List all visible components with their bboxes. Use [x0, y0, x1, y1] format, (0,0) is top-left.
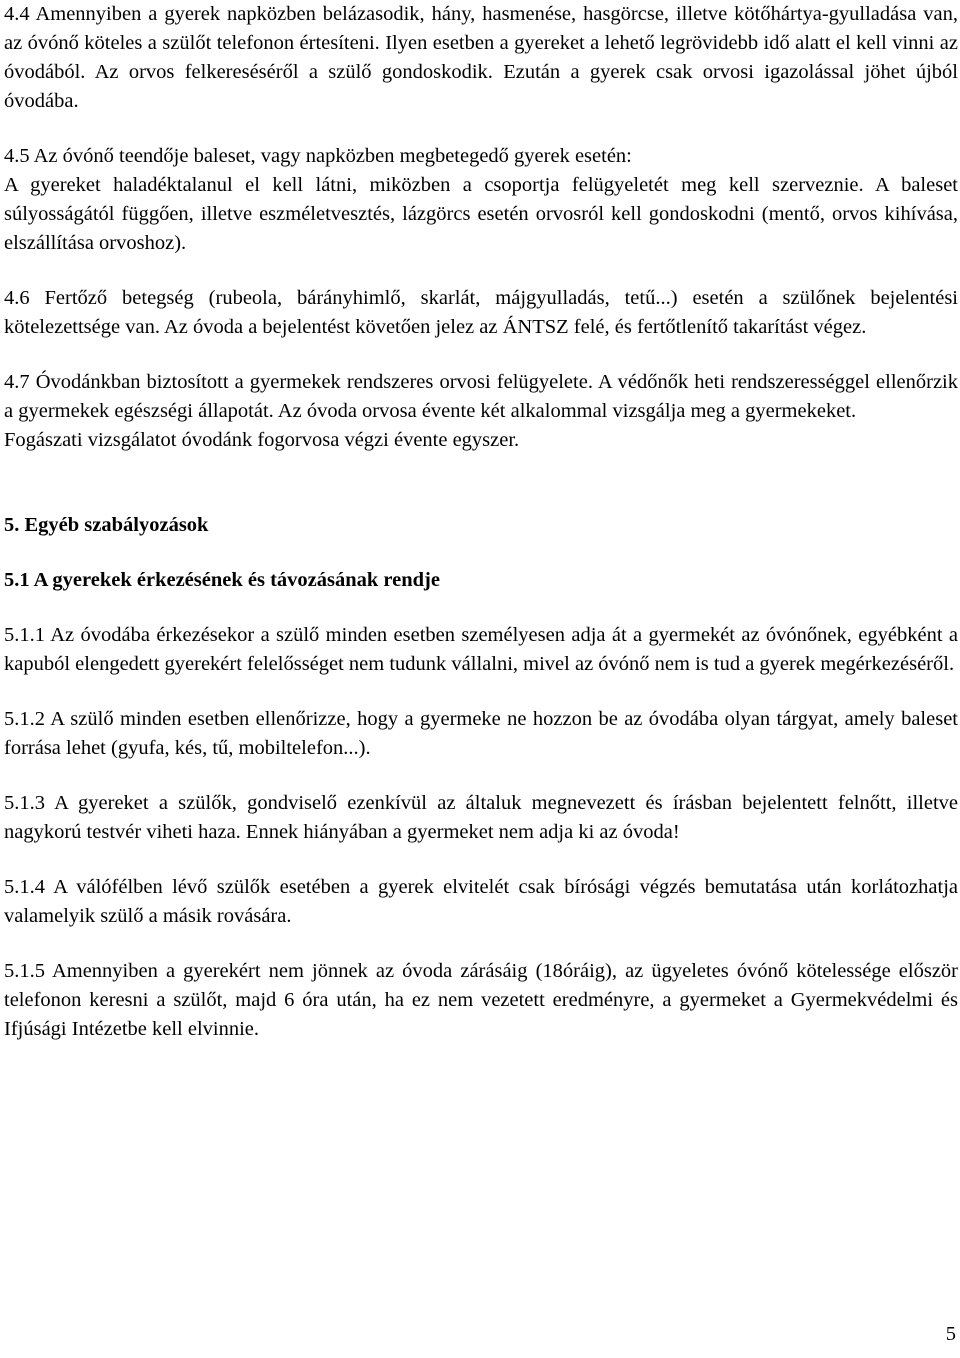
paragraph-4-5-title: 4.5 Az óvónő teendője baleset, vagy napközben megbetegedő gyerek esetén: — [4, 145, 632, 167]
paragraph-4-7: 4.7 Óvodánkban biztosított a gyermekek rendszeres orvosi felügyelete. A védőnők heti rendszerességgel ellenőrzik a gyermekek egészségi állapotát. Az óvoda orvosa évente két alkalommal vizsgálja meg a gyermekeket. — [4, 371, 958, 422]
paragraph-5-1-2: 5.1.2 A szülő minden esetben ellenőrizze, hogy a gyermeke ne hozzon be az óvodába olyan tárgyat, amely baleset forrása lehet (gyufa, kés, tű, mobiltelefon...). — [4, 708, 958, 759]
document-page — [4, 0, 958, 1044]
page-number: 5 — [945, 1323, 956, 1345]
paragraph-4-6: 4.6 Fertőző betegség (rubeola, bárányhimlő, skarlát, májgyulladás, tetű...) esetén a szülőnek bejelentési kötelezettsége van. Az óvoda a bejelentést követően jelez az ÁNTSZ felé, és fertőtlenítő takarítást végez. — [4, 287, 958, 338]
heading-5-1: 5.1 A gyerekek érkezésének és távozásának rendje — [4, 569, 440, 591]
paragraph-4-5-body: A gyereket haladéktalanul el kell látni, miközben a csoportja felügyeletét meg kell szerveznie. A baleset súlyosságától függően, illetve eszméletvesztés, lázgörcs esetén orvosról kell gondoskodni (mentő, orvos kihívása, elszállítása orvoshoz). — [4, 174, 958, 254]
paragraph-5-1-5: 5.1.5 Amennyiben a gyerekért nem jönnek az óvoda zárásáig (18óráig), az ügyeletes óvónő kötelessége először telefonon keresni a szülőt, majd 6 óra után, ha ez nem vezetett eredményre, a gyermeket a Gyermekvédelmi és Ifjúsági Intézetbe kell elvinnie. — [4, 960, 958, 1040]
paragraph-5-1-4: 5.1.4 A válófélben lévő szülők esetében a gyerek elvitelét csak bírósági végzés bemutatása után korlátozhatja valamelyik szülő a másik rovására. — [4, 876, 958, 927]
paragraph-5-1-1: 5.1.1 Az óvodába érkezésekor a szülő minden esetben személyesen adja át a gyermekét az óvónőnek, egyébként a kapuból elengedett gyerekért felelősséget nem tudunk vállalni, mivel az óvónő nem is tud a gyerek megérkezéséről. — [4, 624, 958, 675]
paragraph-4-4: 4.4 Amennyiben a gyerek napközben belázasodik, hány, hasmenése, hasgörcse, illetve kötőhártya-gyulladása van, az óvónő köteles a szülőt telefonon értesíteni. Ilyen esetben a gyereket a lehető legrövidebb idő alatt el kell vinni az óvodából. Az orvos felkereséséről a szülő gondoskodik. Ezután a gyerek csak orvosi igazolással jöhet újból óvodába. — [4, 3, 958, 112]
paragraph-5-1-3: 5.1.3 A gyereket a szülők, gondviselő ezenkívül az általuk megnevezett és írásban bejelentett felnőtt, illetve nagykorú testvér viheti haza. Ennek hiányában a gyermeket nem adja ki az óvoda! — [4, 792, 958, 843]
heading-5: 5. Egyéb szabályozások — [4, 514, 209, 536]
paragraph-4-7-dental: Fogászati vizsgálatot óvodánk fogorvosa végzi évente egyszer. — [4, 429, 520, 451]
